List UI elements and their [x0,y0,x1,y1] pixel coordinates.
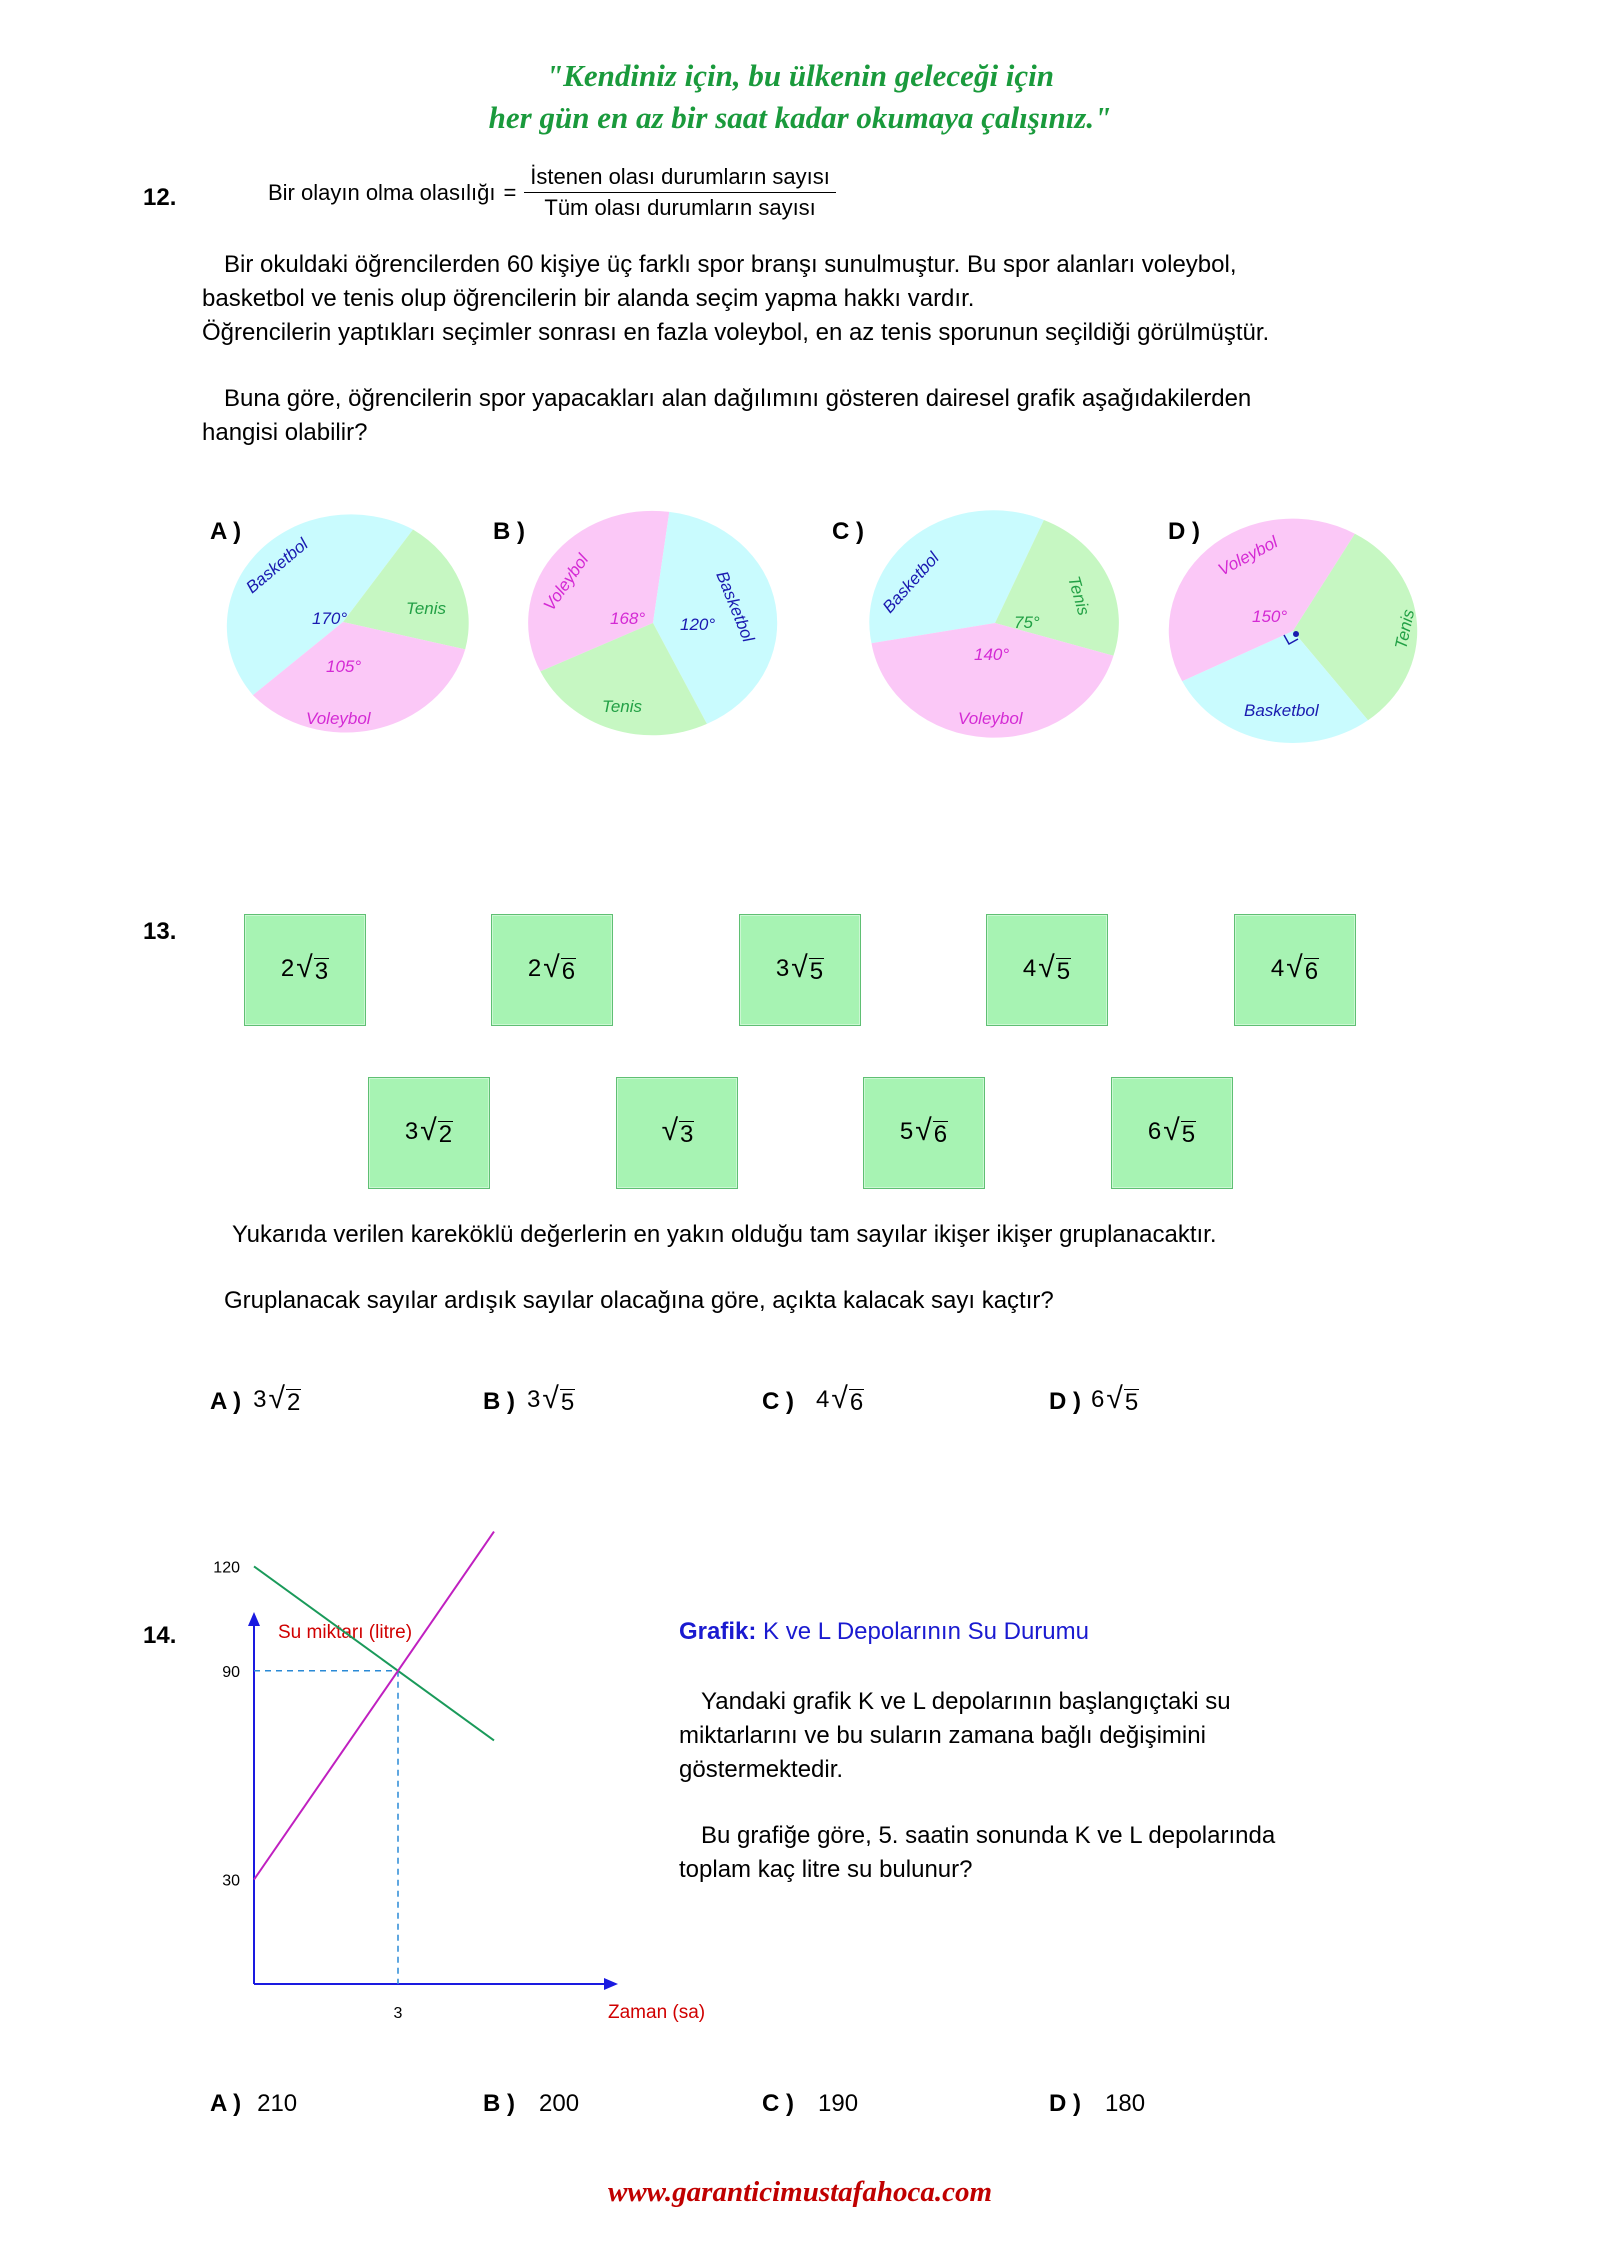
series-line-2 [254,1532,494,1880]
pie-b-angle-1: 168° [610,609,646,628]
radical-tile [244,914,366,1026]
radical-sign-icon: √ [296,950,313,984]
formula-fraction [524,164,836,221]
pie-b-angle-2: 120° [680,615,716,634]
radical-tile [491,914,613,1026]
radical-sign-icon: √ [831,1382,848,1415]
pie-b-label-basketbol: Basketbol [712,568,758,645]
pie-c-label-basketbol: Basketbol [878,548,943,617]
formula-lhs: Bir olayın olma olasılığı [268,179,496,205]
radical-sign-icon: √ [420,1113,437,1147]
radical-tile [616,1077,738,1189]
radical-sign-icon: √ [661,1113,679,1147]
radical-expression: 5 √ 6 [899,1113,948,1148]
q12-para2-line2: hangisi olabilir? [202,419,368,446]
x-axis-arrow-icon [604,1978,618,1990]
pie-c-angle-2: 140° [974,645,1010,664]
pie-a-angle-1: 170° [312,609,348,628]
q12-para2-line1: Buna göre, öğrencilerin spor yapacakları alan dağılımını gösteren dairesel grafik aşağıdakilerden [224,385,1252,412]
q14-text-1-line2: miktarlarını ve bu suların zamana bağlı değişimini [679,1722,1206,1749]
formula-equals: = [503,179,517,205]
q14-text-2-line2: toplam kaç litre su bulunur? [679,1856,973,1883]
q13-answer-a[interactable]: A ) 3 √ 2 [210,1382,301,1416]
radical-expression: 4 √ 6 [1270,950,1319,985]
radical-sign-icon: √ [268,1382,285,1415]
pie-b-label-tenis: Tenis [602,697,643,716]
radical-tile [863,1077,985,1189]
q14-text-2-line1: Bu grafiğe göre, 5. saatin sonunda K ve L depolarında [701,1822,1276,1849]
series-line-1 [254,1566,494,1740]
radical-expression: 4 √ 5 [1022,950,1071,985]
formula-numerator: İstenen olası durumların sayısı [524,164,836,193]
q13-answer-c[interactable]: C ) 4 √ 6 [762,1382,864,1416]
q13-answer-b[interactable]: B ) 3 √ 5 [483,1382,575,1416]
q14-answer-d[interactable]: D ) 180 [1049,2090,1146,2117]
motto-line-1: "Kendiniz için, bu ülkenin geleceği için [545,58,1055,93]
y-tick-label: 90 [222,1663,240,1681]
question-number-13: 13. [143,918,177,945]
pie-d-label-basketbol: Basketbol [1244,701,1319,720]
radical-expression: 2 √ 6 [527,950,576,985]
radical-sign-icon: √ [791,950,808,984]
radical-sign-icon: √ [915,1113,932,1147]
q12-option-b-label[interactable]: B ) [493,518,525,545]
q12-option-c-label[interactable]: C ) [832,518,864,545]
q14-text-1-line3: göstermektedir. [679,1756,844,1783]
radical-expression: 4 √ 6 [816,1382,864,1416]
pie-c-angle-1: 75° [1014,613,1040,632]
radical-tile [368,1077,490,1189]
pie-c-label-tenis: Tenis [1064,573,1094,618]
radical-expression: √ 3 [661,1113,694,1148]
x-tick-label: 3 [393,2005,403,2022]
radical-tile [739,914,861,1026]
question-number-12: 12. [143,184,177,211]
radical-sign-icon: √ [543,950,560,984]
radical-expression: 2 √ 3 [280,950,329,985]
pie-chart-b [530,510,790,760]
motto-line-2: her gün en az bir saat kadar okumaya çalışınız." [488,100,1112,135]
radical-sign-icon: √ [1038,950,1055,984]
pie-a-label-voleybol: Voleybol [306,709,371,728]
q12-para1-line3: Öğrencilerin yaptıkları seçimler sonrası en fazla voleybol, en az tenis sporunun seçildiği görülmüştür. [202,319,1270,346]
q14-answer-b[interactable]: B ) 200 [483,2090,580,2117]
pie-d-label-tenis: Tenis [1391,607,1419,651]
y-axis-title: Su miktarı (litre) [278,1622,413,1643]
pie-d-center-dot [1293,631,1299,637]
q12-para1-line1: Bir okuldaki öğrencilerden 60 kişiye üç farklı spor branşı sunulmuştur. Bu spor alanları voleybol, [224,251,1237,278]
pie-chart-d [1172,510,1432,760]
pie-c-label-voleybol: Voleybol [958,709,1023,728]
pie-b-label-voleybol: Voleybol [539,550,593,615]
radical-tile [1234,914,1356,1026]
probability-formula [268,164,836,221]
q13-text-2: Gruplanacak sayılar ardışık sayılar olacağına göre, açıkta kalacak sayı kaçtır? [224,1287,1054,1314]
radical-sign-icon: √ [1106,1382,1123,1415]
question-number-14: 14. [143,1622,177,1649]
chart-caption-label: Grafik: [679,1618,757,1645]
q13-answer-d[interactable]: D ) 6 √ 5 [1049,1382,1139,1416]
q12-option-d-label[interactable]: D ) [1168,518,1200,545]
y-axis-arrow-icon [248,1612,260,1626]
q13-text-1: Yukarıda verilen kareköklü değerlerin en yakın olduğu tam sayılar ikişer ikişer gruplanacaktır. [232,1221,1217,1248]
pie-chart-a [210,510,480,760]
q14-answer-a[interactable]: A ) 210 [210,2090,298,2117]
pie-d-label-voleybol: Voleybol [1214,532,1281,580]
y-tick-label: 120 [213,1559,240,1577]
pie-a-angle-2: 105° [326,657,362,676]
chart-caption [679,1618,1089,1646]
footer-url[interactable]: www.garanticimustafahoca.com [607,2176,993,2208]
radical-sign-icon: √ [1163,1113,1180,1147]
q12-option-a-label[interactable]: A ) [210,518,242,545]
pie-d-angle-1: 150° [1252,607,1288,626]
radical-expression: 6 √ 5 [1147,1113,1196,1148]
q12-para1-line2: basketbol ve tenis olup öğrencilerin bir alanda seçim yapma hakkı vardır. [202,285,975,312]
x-axis-title: Zaman (sa) [608,2002,706,2023]
pie-a-label-tenis: Tenis [406,599,447,618]
pie-a-label-basketbol: Basketbol [242,534,312,598]
formula-denominator: Tüm olası durumların sayısı [544,195,816,220]
radical-tile [986,914,1108,1026]
y-tick-label: 30 [222,1872,240,1890]
chart-caption-title: K ve L Depolarının Su Durumu [756,1618,1089,1645]
q14-text-1-line1: Yandaki grafik K ve L depolarının başlangıçtaki su [701,1688,1231,1715]
radical-expression: 3 √ 5 [527,1382,575,1416]
radical-expression: 3 √ 2 [253,1382,301,1416]
water-tank-line-chart [190,1559,750,2028]
radical-tile [1111,1077,1233,1189]
radical-expression: 3 √ 2 [404,1113,453,1148]
q14-answer-c[interactable]: C ) 190 [762,2090,859,2117]
radical-sign-icon: √ [1286,950,1303,984]
pie-chart-c [862,510,1122,760]
radical-expression: 3 √ 5 [775,950,824,985]
radical-expression: 6 √ 5 [1091,1382,1139,1416]
radical-sign-icon: √ [542,1382,559,1415]
